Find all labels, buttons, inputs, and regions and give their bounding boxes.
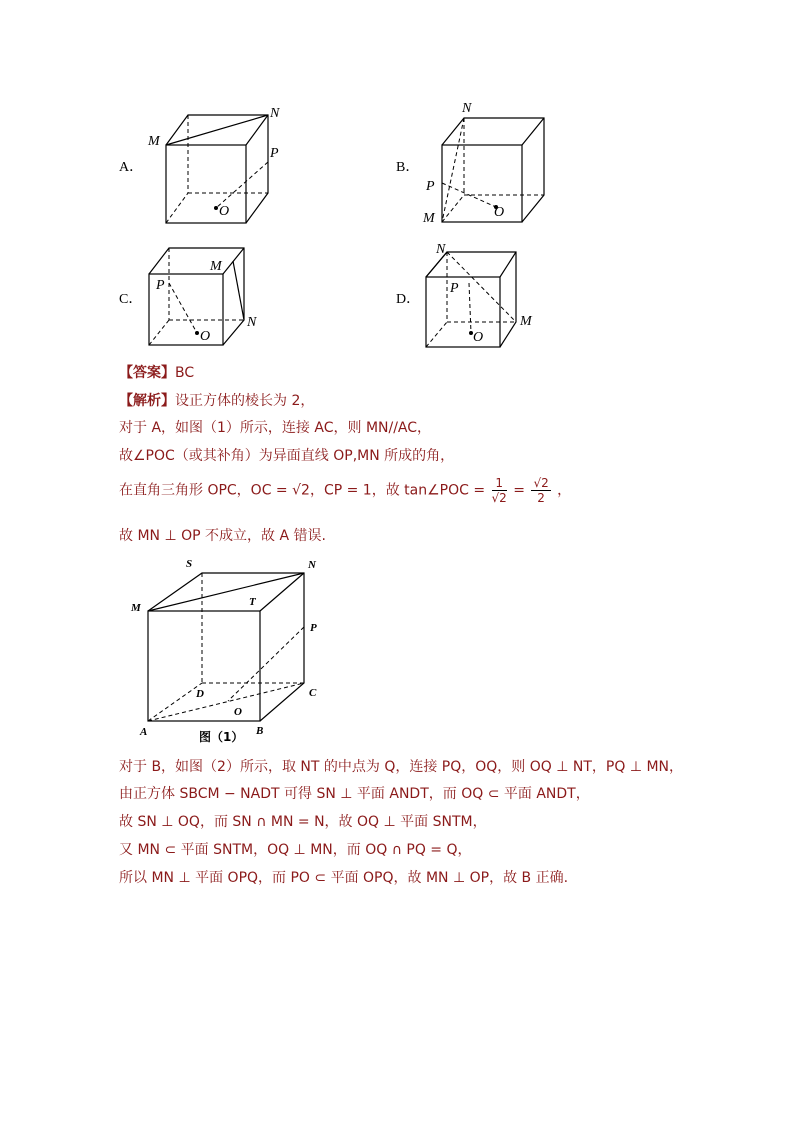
figure-1-caption: 图（1） bbox=[199, 730, 244, 744]
analysis-line-8: 故 SN ⊥ OQ，而 SN ∩ MN = N，故 OQ ⊥ 平面 SNTM， bbox=[119, 814, 487, 830]
analysis-tag: 【解析】 bbox=[119, 393, 175, 409]
fraction-2 bbox=[531, 476, 550, 505]
point-o-label: O bbox=[234, 706, 242, 718]
point-o-label: O bbox=[219, 204, 230, 219]
answer-line bbox=[119, 362, 194, 382]
point-m-label: M bbox=[210, 259, 222, 274]
point-n-label: N bbox=[462, 101, 472, 116]
point-m-label: M bbox=[148, 134, 160, 149]
point-d-label: D bbox=[196, 688, 204, 700]
fraction-1 bbox=[492, 476, 507, 505]
analysis-line-2: 对于 A，如图（1）所示，连接 AC，则 MN//AC， bbox=[119, 420, 432, 436]
point-b-label: B bbox=[256, 725, 264, 737]
analysis-text-1: 设正方体的棱长为 2， bbox=[175, 393, 315, 409]
point-o-label: O bbox=[494, 205, 505, 220]
option-d-label: D． bbox=[396, 292, 421, 307]
point-o-label: O bbox=[473, 330, 484, 345]
figure-1-cube bbox=[128, 553, 328, 743]
point-o-label: O bbox=[200, 329, 211, 344]
point-m-label: M bbox=[520, 314, 532, 329]
analysis-line-3: 故∠POC（或其补角）为异面直线 OP,MN 所成的角， bbox=[119, 448, 455, 464]
answer-value: BC bbox=[175, 365, 195, 381]
option-c-label: C． bbox=[119, 292, 143, 307]
point-p-label: P bbox=[426, 179, 435, 194]
equals-sign: = bbox=[513, 482, 525, 499]
analysis-text-4: 在直角三角形 OPC，OC = √2，CP = 1，故 tan∠POC = bbox=[119, 482, 486, 499]
option-c-cube-figure bbox=[140, 240, 300, 355]
point-p-label: P bbox=[270, 146, 279, 161]
point-p-label: P bbox=[310, 622, 317, 634]
point-m-label: M bbox=[131, 602, 141, 614]
fraction-1-numerator: 1 bbox=[492, 476, 507, 491]
point-a-label: A bbox=[140, 726, 148, 738]
point-n-label: N bbox=[247, 315, 257, 330]
option-b-label: B． bbox=[396, 160, 420, 175]
answer-tag: 【答案】 bbox=[119, 365, 175, 381]
option-b-cube-figure bbox=[420, 100, 580, 230]
point-s-label: S bbox=[186, 558, 193, 570]
fraction-1-denominator: √2 bbox=[491, 491, 507, 505]
analysis-line-5: 故 MN ⊥ OP 不成立，故 A 错误. bbox=[119, 528, 326, 544]
point-n-label: N bbox=[308, 559, 316, 571]
analysis-line-1 bbox=[119, 390, 314, 410]
fraction-2-numerator: √2 bbox=[533, 476, 549, 490]
point-p-label: P bbox=[156, 278, 165, 293]
point-p-label: P bbox=[450, 281, 459, 296]
fraction-2-denominator: 2 bbox=[537, 491, 545, 505]
point-t-label: T bbox=[249, 596, 256, 608]
line-4-end: ， bbox=[557, 482, 572, 499]
option-d-cube-figure bbox=[420, 240, 580, 355]
point-n-label: N bbox=[436, 242, 446, 257]
analysis-line-7: 由正方体 SBCM − NADT 可得 SN ⊥ 平面 ANDT，而 OQ ⊂ 平面 ANDT， bbox=[119, 786, 590, 802]
analysis-line-10: 所以 MN ⊥ 平面 OPQ，而 PO ⊂ 平面 OPQ，故 MN ⊥ OP，故 B 正确. bbox=[119, 870, 569, 886]
point-n-label: N bbox=[270, 106, 280, 121]
analysis-line-9: 又 MN ⊂ 平面 SNTM，OQ ⊥ MN，而 OQ ∩ PQ = Q， bbox=[119, 842, 472, 858]
analysis-line-4 bbox=[119, 476, 571, 505]
point-c-label: C bbox=[309, 687, 317, 699]
analysis-line-6: 对于 B，如图（2）所示，取 NT 的中点为 Q，连接 PQ，OQ，则 OQ ⊥ NT，PQ ⊥ MN， bbox=[119, 759, 684, 775]
option-a-label: A． bbox=[119, 160, 144, 175]
point-m-label: M bbox=[423, 211, 435, 226]
option-a-cube-figure bbox=[140, 100, 300, 230]
